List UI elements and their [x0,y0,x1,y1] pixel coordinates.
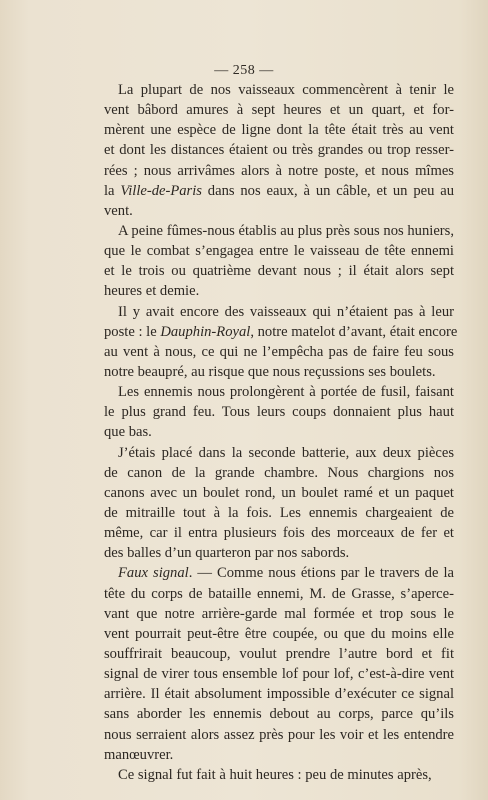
text-line: J’étais placé dans la seconde batterie, aux deux pièces [118,444,454,461]
paragraph [104,382,454,442]
text-line: rées ; nous arrivâmes alors à notre poste, et nous mîmes [104,162,454,179]
paragraph [104,765,454,785]
text-line: et le trois ou quatrième devant nous ; il était alors sept [104,263,454,280]
text-line: vent. [104,202,133,219]
text-line: la Ville-de-Paris dans nos eaux, à un câble, et un peu au [104,182,454,199]
page-number: — 258 — [214,63,274,78]
text-line: Faux signal. — Comme nous étions par le travers de la [118,565,454,582]
text-line: vent pourrait peut-être être coupée, ou que du moins elle [104,625,454,642]
text-line: et dont les distances étaient ou très grandes ou trop resser- [104,142,454,159]
text-line: arrière. Il était absolument impossible d’exécuter ce signal [104,686,454,703]
text-line: même, car il entra plusieurs fois des morceaux de fer et [104,525,454,542]
text-line: signal de virer tous ensemble lof pour lof, c’est-à-dire vent [104,666,454,683]
text-line: des balles d’un quarteron par nos sabords. [104,545,350,562]
text-line: La plupart de nos vaisseaux commencèrent à tenir le [118,82,454,98]
text-line: souffrirait beaucoup, voulut prendre l’autre bord et fit [104,645,454,662]
text-line: A peine fûmes-nous établis au plus près sous nos huniers, [118,222,454,239]
text-line: de mitraille tout à la fois. Les ennemis chargeaient de [104,504,454,521]
text-line: mèrent une espèce de ligne dont la tête était très au vent [104,122,454,139]
text-line: Il y avait encore des vaisseaux qui n’étaient pas à leur [118,303,454,320]
text-line: au vent à nous, ce qui ne l’empêcha pas de faire feu sous [104,343,454,360]
paragraph [104,563,454,764]
text-line: que bas. [104,424,152,441]
paragraph [104,80,454,221]
text-line: canons avec un boulet rond, un boulet ramé et un paquet [104,484,454,501]
text-line: Ce signal fut fait à huit heures : peu de minutes après, [118,766,432,783]
text-line: que le combat s’engagea entre le vaisseau de tête ennemi [104,243,454,260]
text-line: sans aborder les ennemis debout au corps, parce qu’ils [104,706,454,723]
paragraph [104,221,454,302]
paragraph [104,443,454,564]
text-line: manœuvrer. [104,746,174,763]
text-line: tête du corps de bataille ennemi, M. de Grasse, s’aperce- [104,585,454,602]
text-line: le plus grand feu. Tous leurs coups donnaient plus haut [104,404,454,421]
text-line: poste : le Dauphin-Royal, notre matelot d’avant, était encore [104,323,458,340]
text-line: vant que notre arrière-garde mal formée et trop sous le [104,605,454,622]
text-line: Les ennemis nous prolongèrent à portée de fusil, faisant [118,384,454,401]
body-text [104,80,458,785]
text-line: heures et demie. [104,283,200,300]
paragraph [104,302,458,383]
text-line: notre beaupré, au risque que nous reçussions ses boulets. [104,363,436,380]
text-line: de canon de la grande chambre. Nous chargions nos [104,464,454,481]
text-line: vent bâbord amures à sept heures et un quart, et for- [104,102,454,119]
text-line: nous serraient alors assez près pour les voir et les entendre [104,726,454,743]
